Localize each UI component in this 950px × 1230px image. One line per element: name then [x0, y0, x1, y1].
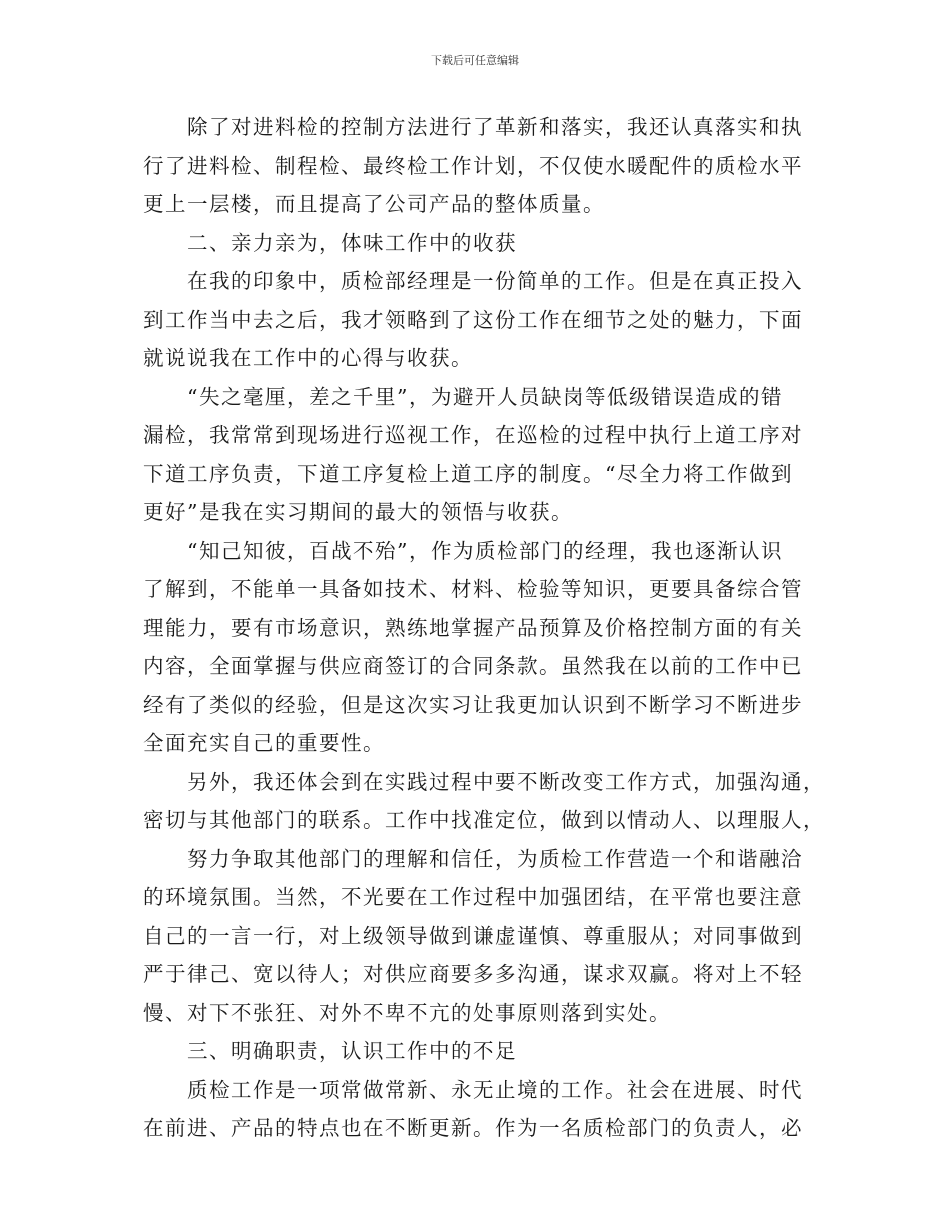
text-line: 三、明确职责，认识工作中的不足	[187, 1039, 517, 1063]
text-line: 内容，全面掌握与供应商签订的合同条款。虽然我在以前的工作中已	[143, 654, 803, 678]
page-header: 下载后可任意编辑	[431, 54, 519, 67]
text-line: 另外，我还体会到在实践过程中要不断改变工作方式，加强沟通，	[187, 769, 825, 794]
text-line: 行了进料检、制程检、最终检工作计划，不仅使水暖配件的质检水平	[143, 153, 803, 178]
text-line: 严于律己、宽以待人；对供应商要多多沟通，谋求双赢。将对上不轻	[143, 962, 803, 986]
text-line: “失之毫厘，差之千里”，为避开人员缺岗等低级错误造成的错	[187, 384, 783, 409]
text-line: 理能力，要有市场意识，熟练地掌握产品预算及价格控制方面的有关	[143, 615, 803, 640]
text-line: 漏检，我常常到现场进行巡视工作，在巡检的过程中执行上道工序对	[143, 423, 803, 447]
text-line: 慢、对下不张狂、对外不卑不亢的处事原则落到实处。	[143, 1000, 671, 1025]
document-body	[143, 108, 825, 1148]
text-line: 二、亲力亲为，体味工作中的收获	[187, 230, 517, 255]
text-line: 经有了类似的经验，但是这次实习让我更加认识到不断学习不断进步	[143, 692, 803, 717]
text-line: 就说说我在工作中的心得与收获。	[143, 346, 473, 370]
text-line: 质检工作是一项常做常新、永无止境的工作。社会在进展、时代	[187, 1077, 803, 1102]
text-line: 除了对进料检的控制方法进行了革新和落实，我还认真落实和执	[187, 115, 803, 139]
text-line: 努力争取其他部门的理解和信任，为质检工作营造一个和谐融洽	[187, 846, 803, 871]
text-line: “知己知彼，百战不殆”，作为质检部门的经理，我也逐渐认识	[187, 538, 783, 563]
text-line: 全面充实自己的重要性。	[143, 731, 385, 755]
text-line: 的环境氛围。当然，不光要在工作过程中加强团结，在平常也要注意	[143, 885, 803, 909]
text-line: 在前进、产品的特点也在不断更新。作为一名质检部门的负责人，必	[143, 1116, 803, 1140]
text-line: 自己的一言一行，对上级领导做到谦虚谨慎、尊重服从；对同事做到	[143, 923, 803, 948]
text-line: 到工作当中去之后，我才领略到了这份工作在细节之处的魅力，下面	[143, 307, 803, 332]
text-line: 在我的印象中，质检部经理是一份简单的工作。但是在真正投入	[187, 269, 803, 293]
text-line: 更上一层楼，而且提高了公司产品的整体质量。	[143, 192, 605, 216]
text-line: 下道工序负责，下道工序复检上道工序的制度。“尽全力将工作做到	[143, 461, 793, 486]
text-line: 了解到，不能单一具备如技术、材料、检验等知识，更要具备综合管	[143, 577, 803, 601]
text-line: 更好”是我在实习期间的最大的领悟与收获。	[143, 500, 573, 524]
text-line: 密切与其他部门的联系。工作中找准定位，做到以情动人、以理服人，	[143, 808, 825, 832]
